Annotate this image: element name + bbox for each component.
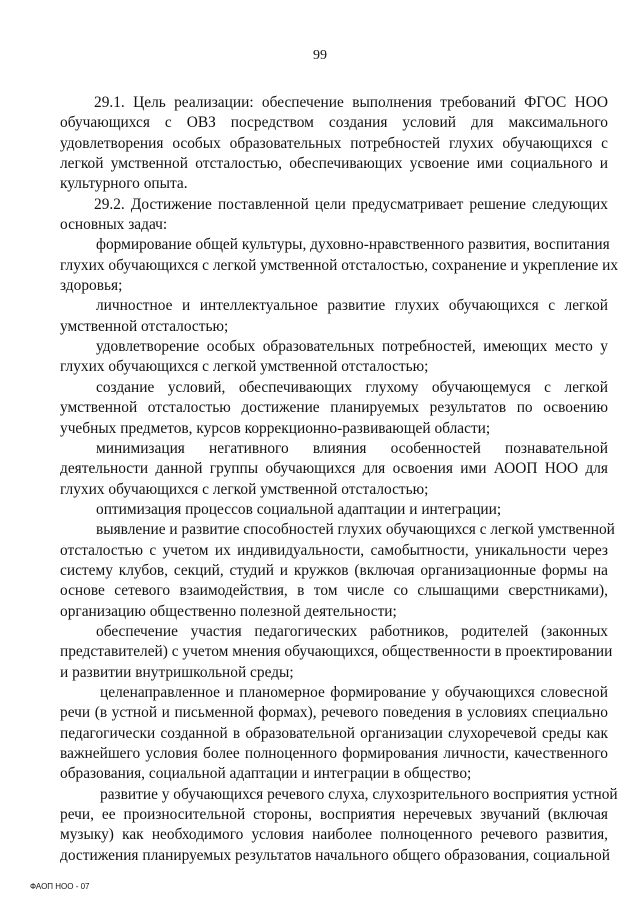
text-line: речи (в устной и письменной формах), речевого поведения в условиях специально	[60, 704, 608, 722]
text-line: удовлетворения особых образовательных потребностей глухих обучающихся с	[60, 134, 608, 152]
text-line: педагогически созданной в образовательной организации слухоречевой среды как	[60, 724, 608, 742]
text-line: образования, социальной адаптации и интеграции в общество;	[60, 765, 472, 783]
text-line: организацию общественно полезной деятельности;	[60, 602, 397, 620]
text-line: и развитии внутришкольной среды;	[60, 663, 294, 681]
footer-label: ФАОП НОО - 07	[30, 882, 90, 891]
text-line: здоровья;	[60, 277, 123, 295]
text-line: личностное и интеллектуальное развитие глухих обучающихся с легкой	[96, 297, 608, 315]
page-number: 99	[313, 48, 327, 63]
text-line: выявление и развитие способностей глухих обучающихся с легкой умственной	[96, 521, 615, 539]
text-line: музыку) как необходимого условия наиболее полноценного речевого развития,	[60, 826, 608, 844]
text-line: глухих обучающихся с легкой умственной отсталостью;	[60, 480, 429, 498]
text-line: деятельности данной группы обучающихся для освоения ими АООП НОО для	[60, 460, 608, 478]
text-line: основных задач:	[60, 216, 168, 234]
text-line: глухих обучающихся с легкой умственной отсталостью, сохранение и укрепление их	[60, 256, 619, 274]
text-line: учебных предметов, курсов коррекционно-развивающей области;	[60, 419, 491, 437]
text-line: 29.1. Цель реализации: обеспечение выполнения требований ФГОС НОО	[94, 94, 608, 111]
text-line: умственной отсталостью;	[60, 317, 229, 335]
text-line: формирование общей культуры, духовно-нравственного развития, воспитания	[96, 236, 610, 254]
text-line: обеспечение участия педагогических работников, родителей (законных	[96, 622, 608, 640]
text-line: глухих обучающихся с легкой умственной отсталостью;	[60, 358, 429, 376]
text-line: умственной отсталостью достижение планируемых результатов по освоению	[60, 399, 608, 417]
text-line: речи, ее произносительной стороны, восприятия неречевых звучаний (включая	[60, 806, 608, 824]
text-line: легкой умственной отсталостью, обеспечивающих усвоение ими социального и	[60, 155, 608, 173]
text-line: важнейшего условия более полноценного формирования личности, качественного	[60, 745, 608, 762]
text-line: 29.2. Достижение поставленной цели предусматривает решение следующих	[94, 195, 608, 213]
text-line: представителей) с учетом мнения обучающихся, общественности в проектировании	[60, 643, 613, 661]
text-line: отсталостью с учетом их индивидуальности, самобытности, уникальности через	[60, 541, 608, 559]
body-text	[60, 93, 619, 866]
text-line: культурного опыта.	[60, 175, 188, 193]
text-line: систему клубов, секций, студий и кружков (включая организационные формы на	[60, 561, 608, 579]
text-line: основе сетевого взаимодействия, в том числе со слышащими сверстниками),	[60, 582, 608, 600]
text-line: развитие у обучающихся речевого слуха, слухозрительного восприятия устной	[100, 785, 618, 803]
text-line: удовлетворение особых образовательных потребностей, имеющих место у	[96, 338, 608, 356]
text-line: создание условий, обеспечивающих глухому обучающемуся с легкой	[96, 378, 608, 396]
text-line: целенаправленное и планомерное формирование у обучающихся словесной	[100, 683, 608, 701]
text-line: оптимизация процессов социальной адаптации и интеграции;	[96, 500, 502, 518]
text-line: обучающихся с ОВЗ посредством создания условий для максимального	[60, 114, 608, 132]
text-line: минимизация негативного влияния особенностей познавательной	[96, 439, 608, 457]
text-line: достижения планируемых результатов начального общего образования, социальной	[60, 846, 610, 864]
